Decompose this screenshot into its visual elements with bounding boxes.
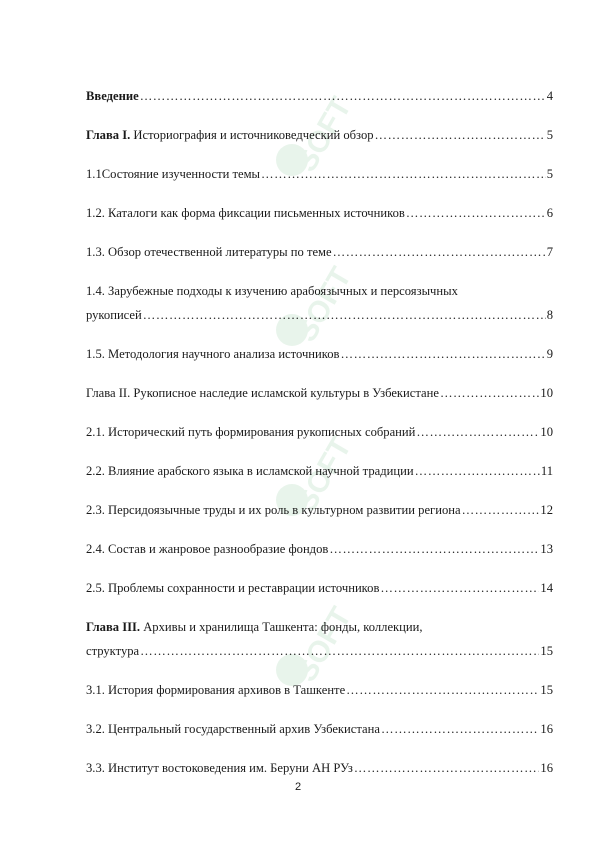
toc-leader-dots (329, 537, 539, 561)
toc-entry-title (86, 639, 139, 663)
toc-leader-dots (333, 240, 546, 264)
toc-page-number: 4 (546, 89, 553, 103)
toc-entry (86, 201, 553, 225)
toc-entry-title-text: структура (86, 644, 140, 658)
toc-entry-title (86, 498, 461, 522)
toc-leader-dots (440, 381, 539, 405)
toc-entry-line (86, 576, 553, 600)
toc-page-number: 15 (540, 644, 553, 658)
toc-leader-dots (462, 498, 540, 522)
toc-entry-title (86, 162, 260, 186)
toc-entry-line (86, 162, 553, 186)
toc-entry (86, 537, 553, 561)
toc-page-number: 12 (540, 503, 553, 517)
toc-page-number: 5 (546, 167, 553, 181)
svg-text:SOFT: SOFT (289, 261, 359, 348)
toc-leader-dots (416, 420, 539, 444)
toc-page-number: 13 (540, 542, 553, 556)
toc-entry-line (86, 342, 553, 366)
toc-entry-line (86, 756, 553, 780)
toc-entry-line (86, 381, 553, 405)
toc-entry-line (86, 639, 553, 663)
toc-entry (86, 381, 553, 405)
toc-entry-title-start: Архивы и хранилища Ташкента: фонды, коллекции, (140, 620, 423, 634)
toc-entry-line (86, 240, 553, 264)
toc-page-number: 8 (546, 308, 553, 322)
toc-entry-title (86, 381, 439, 405)
page-number: 2 (294, 781, 302, 793)
toc-entry-title-text: 3.3. Институт востоковедения им. Беруни АН РУз (86, 761, 353, 775)
toc-entry-first-line (86, 615, 553, 639)
toc-entry-line (86, 678, 553, 702)
toc-leader-dots (375, 123, 546, 147)
svg-text:SOFT: SOFT (289, 91, 359, 178)
toc-leader-dots (380, 576, 539, 600)
toc-entry-line (86, 537, 553, 561)
svg-text:SOFT: SOFT (289, 431, 359, 518)
table-of-contents (86, 84, 553, 795)
toc-entry-line (86, 459, 553, 483)
toc-entry-title (86, 576, 379, 600)
toc-leader-dots (341, 342, 546, 366)
toc-entry (86, 84, 553, 108)
toc-leader-dots (346, 678, 539, 702)
toc-entry-line (86, 717, 553, 741)
toc-page-number: 6 (546, 206, 553, 220)
svg-text:SOFT: SOFT (289, 601, 359, 688)
toc-entry-bold-label: Глава I. (86, 128, 131, 142)
toc-entry-title (86, 717, 380, 741)
toc-page-number: 10 (540, 386, 553, 400)
toc-entry-title-text: рукописей (86, 308, 142, 322)
toc-page-number: 11 (540, 464, 553, 478)
toc-entry-title-text: 2.1. Исторический путь формирования рукописных собраний (86, 425, 416, 439)
toc-entry-title (86, 240, 332, 264)
toc-entry-title-text: Глава II. Рукописное наследие исламской культуры в Узбекистане (86, 386, 439, 400)
toc-entry-title (86, 201, 405, 225)
toc-leader-dots (406, 201, 546, 225)
toc-entry-title-text: 1.3. Обзор отечественной литературы по теме (86, 245, 332, 259)
toc-leader-dots (140, 84, 546, 108)
toc-entry-first-line (86, 279, 553, 303)
toc-page-number: 16 (540, 761, 553, 775)
toc-entry-title-text: 2.2. Влияние арабского языка в исламской научной традиции (86, 464, 414, 478)
toc-entry (86, 756, 553, 780)
toc-entry-title-text: 1.5. Методология научного анализа источников (86, 347, 340, 361)
toc-leader-dots (415, 459, 540, 483)
toc-entry (86, 240, 553, 264)
toc-entry-title (86, 537, 328, 561)
toc-entry-line (86, 498, 553, 522)
toc-entry-title-text: 2.4. Состав и жанровое разнообразие фондов (86, 542, 329, 556)
toc-entry-title (86, 756, 353, 780)
toc-entry-bold-label: Введение (86, 89, 139, 103)
toc-entry-title (86, 303, 142, 327)
toc-entry-title (86, 84, 139, 108)
toc-leader-dots (381, 717, 539, 741)
toc-leader-dots (143, 303, 546, 327)
toc-leader-dots (354, 756, 540, 780)
toc-page-number: 5 (546, 128, 553, 142)
toc-entry-line (86, 201, 553, 225)
toc-entry-title (86, 342, 340, 366)
toc-entry-bold-label: Глава III. (86, 620, 141, 634)
toc-leader-dots (261, 162, 546, 186)
toc-entry (86, 678, 553, 702)
toc-entry (86, 342, 553, 366)
toc-entry-title (86, 459, 414, 483)
toc-entry-line (86, 84, 553, 108)
toc-entry-title-text: 3.1. История формирования архивов в Ташкенте (86, 683, 346, 697)
toc-entry (86, 459, 553, 483)
toc-page-number: 16 (540, 722, 553, 736)
toc-entry-title (86, 678, 345, 702)
toc-page-number: 15 (540, 683, 553, 697)
toc-entry (86, 123, 553, 147)
toc-entry (86, 420, 553, 444)
toc-entry-line (86, 123, 553, 147)
toc-entry-title-text: 2.3. Персидоязычные труды и их роль в культурном развитии региона (86, 503, 461, 517)
toc-entry (86, 498, 553, 522)
toc-page-number: 9 (546, 347, 553, 361)
toc-entry-line (86, 303, 553, 327)
toc-entry (86, 615, 553, 663)
toc-entry-title (86, 123, 374, 147)
toc-entry-title-text: 1.2. Каталоги как форма фиксации письменных источников (86, 206, 405, 220)
toc-entry-title-text: Историография и источниковедческий обзор (130, 128, 374, 142)
toc-entry-title-start: 1.4. Зарубежные подходы к изучению арабоязычных и персоязычных (86, 284, 458, 298)
toc-entry (86, 576, 553, 600)
toc-entry-title (86, 420, 415, 444)
toc-entry-title-text: 1.1Состояние изученности темы (86, 167, 261, 181)
toc-entry (86, 162, 553, 186)
toc-entry (86, 279, 553, 327)
toc-page-number: 7 (546, 245, 553, 259)
toc-leader-dots (140, 639, 539, 663)
toc-entry (86, 717, 553, 741)
toc-page-number: 10 (540, 425, 553, 439)
toc-page-number: 14 (540, 581, 553, 595)
toc-entry-title-text: 2.5. Проблемы сохранности и реставрации источников (86, 581, 380, 595)
toc-entry-line (86, 420, 553, 444)
toc-entry-title-text: 3.2. Центральный государственный архив Узбекистана (86, 722, 380, 736)
